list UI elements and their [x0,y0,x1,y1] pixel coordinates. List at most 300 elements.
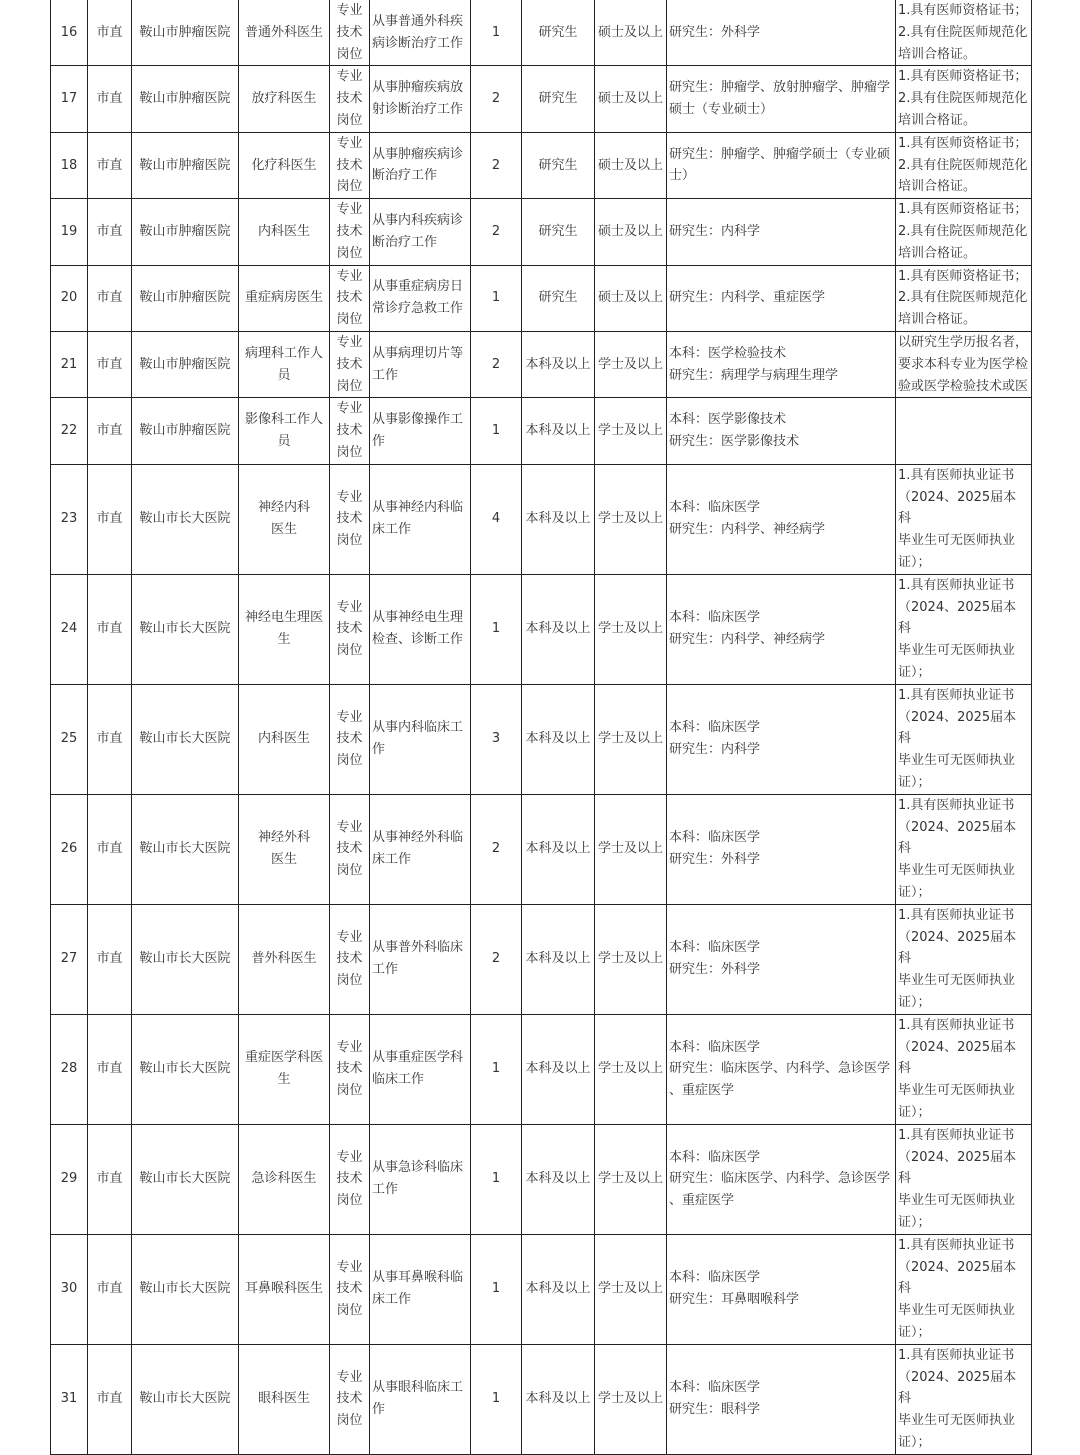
hire-count-cell [471,265,522,331]
post-name: 眼科医生 [257,1391,310,1407]
degree: 学士及以上 [597,423,663,439]
major-requirement-cell [667,398,896,464]
degree-cell [595,0,667,66]
admin-level: 市直 [96,423,123,439]
row-number: 30 [60,1281,78,1297]
employer-unit-cell [132,794,239,904]
education-cell [522,1234,595,1344]
employer-unit: 鞍山市肿瘤医院 [139,91,231,107]
major-requirement: 研究生：外科学 [669,24,761,40]
post-category-cell [330,331,370,397]
degree-cell [595,398,667,464]
hire-count-cell [471,904,522,1014]
row-number-cell [51,1014,88,1124]
row-number-cell [51,0,88,66]
other-requirements-cell [896,904,1032,1014]
post-name-cell [239,132,330,198]
row-number: 26 [60,841,78,857]
major-requirement-cell [667,794,896,904]
employer-unit-cell [132,331,239,397]
job-duty-cell [370,1234,471,1344]
table-row [51,66,1032,132]
major-requirement-cell [667,574,896,684]
post-name-cell [239,684,330,794]
job-duty: 从事影像操作工 作 [372,412,464,450]
row-number: 22 [60,423,78,439]
employer-unit-cell [132,574,239,684]
job-duty: 从事神经内科临 床工作 [372,500,464,538]
major-requirement: 研究生：肿瘤学、放射肿瘤学、肿瘤学 硕士（专业硕士） [669,80,891,118]
other-requirements-cell [896,1124,1032,1234]
other-requirements: 1.具有医师执业证书 （2024、2025届本科 毕业生可无医师执业 证）； [898,577,1017,680]
admin-level: 市直 [96,841,123,857]
post-name: 重症病房医生 [244,290,323,306]
post-category: 专业 技术 岗位 [336,1369,363,1429]
other-requirements-cell [896,464,1032,574]
other-requirements: 1.具有医师执业证书 （2024、2025届本科 毕业生可无医师执业 证）； [898,1237,1017,1340]
post-category: 专业 技术 岗位 [336,1149,363,1209]
table-row [51,0,1032,66]
education: 本科及以上 [525,356,591,372]
hire-count-cell [471,331,522,397]
row-number: 21 [60,356,78,372]
degree-cell [595,66,667,132]
row-number: 29 [60,1171,78,1187]
education: 研究生 [538,91,578,107]
post-category-cell [330,684,370,794]
employer-unit: 鞍山市长大医院 [139,841,231,857]
degree: 硕士及以上 [597,24,663,40]
post-name: 重症医学科医 生 [244,1050,323,1088]
degree-cell [595,132,667,198]
degree: 学士及以上 [597,1391,663,1407]
post-category: 专业 技术 岗位 [336,599,363,659]
table-row [51,464,1032,574]
hire-count-cell [471,464,522,574]
hire-count-cell [471,794,522,904]
other-requirements-cell [896,398,1032,464]
admin-level: 市直 [96,24,123,40]
degree-cell [595,464,667,574]
post-name: 急诊科医生 [251,1171,317,1187]
hire-count-cell [471,199,522,265]
post-name-cell [239,794,330,904]
education: 研究生 [538,290,578,306]
post-category-cell [330,1124,370,1234]
post-name: 化疗科医生 [251,157,317,173]
row-number-cell [51,1344,88,1454]
major-requirement: 研究生：内科学 [669,223,761,239]
other-requirements-cell [896,132,1032,198]
hire-count: 1 [491,24,501,40]
hire-count: 1 [491,1281,501,1297]
post-name: 内科医生 [257,223,310,239]
row-number-cell [51,398,88,464]
other-requirements-cell [896,684,1032,794]
employer-unit-cell [132,398,239,464]
other-requirements: 1.具有医师资格证书； 2.具有住院医师规范化 培训合格证。 [898,202,1028,261]
education: 本科及以上 [525,1281,591,1297]
hire-count-cell [471,1014,522,1124]
admin-level-cell [88,398,132,464]
degree: 学士及以上 [597,731,663,747]
employer-unit-cell [132,199,239,265]
row-number-cell [51,794,88,904]
education: 本科及以上 [525,621,591,637]
other-requirements: 1.具有医师执业证书 （2024、2025届本科 毕业生可无医师执业 证）； [898,907,1017,1010]
admin-level: 市直 [96,731,123,747]
employer-unit: 鞍山市肿瘤医院 [139,356,231,372]
table-row [51,1014,1032,1124]
job-duty-cell [370,1124,471,1234]
education-cell [522,132,595,198]
major-requirement: 本科：临床医学 研究生：外科学 [669,830,761,868]
row-number-cell [51,199,88,265]
job-duty: 从事肿瘤疾病放 射诊断治疗工作 [372,80,464,118]
education: 研究生 [538,223,578,239]
post-name-cell [239,265,330,331]
education-cell [522,904,595,1014]
job-duty-cell [370,199,471,265]
row-number-cell [51,132,88,198]
major-requirement: 本科：临床医学 研究生：眼科学 [669,1380,761,1418]
employer-unit: 鞍山市长大医院 [139,731,231,747]
degree: 硕士及以上 [597,290,663,306]
major-requirement-cell [667,1124,896,1234]
post-name-cell [239,904,330,1014]
admin-level-cell [88,794,132,904]
row-number: 23 [60,511,78,527]
degree-cell [595,331,667,397]
post-category-cell [330,1234,370,1344]
employer-unit: 鞍山市长大医院 [139,1281,231,1297]
post-name: 神经外科 医生 [257,830,310,868]
degree: 硕士及以上 [597,223,663,239]
post-category: 专业 技术 岗位 [336,3,363,62]
education: 本科及以上 [525,841,591,857]
other-requirements: 1.具有医师执业证书 （2024、2025届本科 毕业生可无医师执业 证）； [898,1347,1017,1450]
hire-count: 2 [491,157,501,173]
admin-level: 市直 [96,356,123,372]
other-requirements-cell [896,0,1032,66]
admin-level: 市直 [96,1281,123,1297]
hire-count: 1 [491,1061,501,1077]
job-duty-cell [370,0,471,66]
employer-unit: 鞍山市长大医院 [139,511,231,527]
major-requirement-cell [667,331,896,397]
degree: 硕士及以上 [597,91,663,107]
other-requirements: 1.具有医师执业证书 （2024、2025届本科 毕业生可无医师执业 证）； [898,797,1017,900]
admin-level-cell [88,199,132,265]
row-number-cell [51,1124,88,1234]
education: 本科及以上 [525,511,591,527]
major-requirement-cell [667,199,896,265]
post-name-cell [239,0,330,66]
post-category: 专业 技术 岗位 [336,1039,363,1099]
major-requirement: 研究生：内科学、重症医学 [669,290,826,306]
post-name-cell [239,66,330,132]
job-duty: 从事神经外科临 床工作 [372,830,464,868]
post-category: 专业 技术 岗位 [336,819,363,879]
degree: 学士及以上 [597,841,663,857]
degree-cell [595,265,667,331]
admin-level-cell [88,464,132,574]
post-name: 放疗科医生 [251,91,317,107]
employer-unit: 鞍山市肿瘤医院 [139,157,231,173]
job-duty: 从事病理切片等 工作 [372,345,464,383]
degree: 学士及以上 [597,511,663,527]
education-cell [522,794,595,904]
table-row [51,904,1032,1014]
other-requirements-cell [896,1234,1032,1344]
degree-cell [595,199,667,265]
post-name: 神经内科 医生 [257,500,310,538]
degree-cell [595,1014,667,1124]
employer-unit-cell [132,904,239,1014]
major-requirement-cell [667,1344,896,1454]
degree-cell [595,574,667,684]
degree: 学士及以上 [597,951,663,967]
other-requirements: 1.具有医师资格证书； 2.具有住院医师规范化 培训合格证。 [898,268,1028,328]
education-cell [522,331,595,397]
post-category: 专业 技术 岗位 [336,709,363,769]
job-duty-cell [370,331,471,397]
post-category-cell [330,0,370,66]
education: 本科及以上 [525,731,591,747]
employer-unit-cell [132,1124,239,1234]
post-name-cell [239,1124,330,1234]
major-requirement-cell [667,1234,896,1344]
degree-cell [595,684,667,794]
other-requirements-cell [896,1344,1032,1454]
post-name-cell [239,1344,330,1454]
employer-unit-cell [132,0,239,66]
employer-unit-cell [132,265,239,331]
post-name-cell [239,574,330,684]
job-duty: 从事耳鼻喉科临 床工作 [372,1270,464,1308]
other-requirements: 1.具有医师执业证书 （2024、2025届本科 毕业生可无医师执业 证）； [898,1127,1017,1230]
table-row [51,574,1032,684]
job-duty-cell [370,132,471,198]
admin-level: 市直 [96,951,123,967]
job-duty-cell [370,904,471,1014]
job-duty: 从事急诊科临床 工作 [372,1160,464,1198]
table-row [51,199,1032,265]
row-number: 16 [60,24,78,40]
row-number: 28 [60,1061,78,1077]
other-requirements: 1.具有医师资格证书； 2.具有住院医师规范化 培训合格证。 [898,3,1028,62]
job-duty: 从事肿瘤疾病诊 断治疗工作 [372,146,464,184]
post-name: 内科医生 [257,731,310,747]
admin-level: 市直 [96,91,123,107]
post-category: 专业 技术 岗位 [336,401,363,460]
degree-cell [595,1124,667,1234]
other-requirements: 1.具有医师资格证书； 2.具有住院医师规范化 培训合格证。 [898,69,1028,128]
job-duty: 从事普通外科疾 病诊断治疗工作 [372,13,464,51]
education-cell [522,684,595,794]
degree-cell [595,1234,667,1344]
education: 本科及以上 [525,951,591,967]
hire-count-cell [471,1124,522,1234]
degree: 学士及以上 [597,1171,663,1187]
post-name: 普外科医生 [251,951,317,967]
row-number: 27 [60,951,78,967]
table-row [51,684,1032,794]
admin-level: 市直 [96,511,123,527]
other-requirements: 1.具有医师执业证书 （2024、2025届本科 毕业生可无医师执业 证）； [898,467,1017,570]
hire-count: 2 [491,841,501,857]
hire-count-cell [471,398,522,464]
row-number: 18 [60,157,78,173]
admin-level-cell [88,1124,132,1234]
job-duty-cell [370,574,471,684]
degree-cell [595,904,667,1014]
post-name-cell [239,1234,330,1344]
education: 研究生 [538,24,578,40]
post-name-cell [239,331,330,397]
row-number-cell [51,464,88,574]
hire-count: 2 [491,356,501,372]
employer-unit-cell [132,1014,239,1124]
post-category: 专业 技术 岗位 [336,268,363,328]
other-requirements: 1.具有医师执业证书 （2024、2025届本科 毕业生可无医师执业 证）； [898,1017,1017,1120]
admin-level: 市直 [96,290,123,306]
hire-count-cell [471,1344,522,1454]
job-duty: 从事内科临床工 作 [372,720,464,758]
post-name-cell [239,464,330,574]
education-cell [522,398,595,464]
employer-unit-cell [132,1344,239,1454]
post-name: 耳鼻喉科医生 [244,1281,323,1297]
post-category-cell [330,132,370,198]
hire-count: 1 [491,423,501,439]
admin-level: 市直 [96,1171,123,1187]
education-cell [522,1344,595,1454]
degree: 学士及以上 [597,621,663,637]
major-requirement: 本科：临床医学 研究生：内科学、神经病学 [669,500,826,538]
education: 本科及以上 [525,1391,591,1407]
hire-count: 1 [491,621,501,637]
row-number-cell [51,331,88,397]
row-number: 25 [60,731,78,747]
degree: 学士及以上 [597,356,663,372]
post-name-cell [239,1014,330,1124]
major-requirement-cell [667,1014,896,1124]
job-duty: 从事眼科临床工 作 [372,1380,464,1418]
admin-level: 市直 [96,1061,123,1077]
admin-level-cell [88,904,132,1014]
hire-count-cell [471,0,522,66]
job-duty-cell [370,398,471,464]
other-requirements: 1.具有医师执业证书 （2024、2025届本科 毕业生可无医师执业 证）； [898,687,1017,790]
job-duty: 从事重症医学科 临床工作 [372,1050,464,1088]
major-requirement: 研究生：肿瘤学、肿瘤学硕士（专业硕 士） [669,146,891,184]
post-category-cell [330,464,370,574]
admin-level-cell [88,1014,132,1124]
admin-level-cell [88,574,132,684]
degree-cell [595,794,667,904]
post-category-cell [330,794,370,904]
recruitment-table [50,0,1032,1455]
row-number: 31 [60,1391,78,1407]
degree: 硕士及以上 [597,157,663,173]
admin-level: 市直 [96,621,123,637]
row-number: 17 [60,91,78,107]
admin-level: 市直 [96,1391,123,1407]
admin-level-cell [88,265,132,331]
other-requirements: 1.具有医师资格证书； 2.具有住院医师规范化 培训合格证。 [898,135,1028,195]
post-name-cell [239,199,330,265]
job-duty-cell [370,1344,471,1454]
hire-count-cell [471,132,522,198]
education-cell [522,265,595,331]
row-number-cell [51,904,88,1014]
admin-level-cell [88,66,132,132]
employer-unit-cell [132,66,239,132]
education-cell [522,1014,595,1124]
degree: 学士及以上 [597,1281,663,1297]
hire-count-cell [471,574,522,684]
admin-level-cell [88,132,132,198]
education-cell [522,1124,595,1234]
other-requirements-cell [896,794,1032,904]
post-category-cell [330,904,370,1014]
employer-unit: 鞍山市长大医院 [139,621,231,637]
post-category-cell [330,1014,370,1124]
major-requirement: 本科：临床医学 研究生：耳鼻咽喉科学 [669,1270,800,1308]
major-requirement: 本科：临床医学 研究生：外科学 [669,940,761,978]
other-requirements: 以研究生学历报名者， 要求本科专业为医学检 验或医学检验技术或医 [898,334,1029,394]
table-row [51,331,1032,397]
employer-unit: 鞍山市长大医院 [139,1391,231,1407]
major-requirement: 本科：临床医学 研究生：内科学、神经病学 [669,610,826,648]
hire-count: 4 [491,511,501,527]
employer-unit: 鞍山市肿瘤医院 [139,290,231,306]
hire-count: 1 [491,1171,501,1187]
major-requirement: 本科：临床医学 研究生：临床医学、内科学、急诊医学 、重症医学 [669,1149,891,1209]
table-body [51,0,1032,1454]
post-category: 专业 技术 岗位 [336,1259,363,1319]
table-row [51,132,1032,198]
admin-level-cell [88,1344,132,1454]
degree: 学士及以上 [597,1061,663,1077]
employer-unit: 鞍山市长大医院 [139,951,231,967]
post-category: 专业 技术 岗位 [336,135,363,195]
education-cell [522,0,595,66]
employer-unit: 鞍山市长大医院 [139,1061,231,1077]
education-cell [522,199,595,265]
table-row [51,1124,1032,1234]
job-duty: 从事普外科临床 工作 [372,940,464,978]
major-requirement-cell [667,66,896,132]
post-name-cell [239,398,330,464]
row-number-cell [51,574,88,684]
post-category: 专业 技术 岗位 [336,929,363,989]
education: 研究生 [538,157,578,173]
education-cell [522,66,595,132]
table-row [51,1344,1032,1454]
other-requirements-cell [896,66,1032,132]
hire-count: 3 [491,731,501,747]
post-category: 专业 技术 岗位 [336,202,363,261]
post-category: 专业 技术 岗位 [336,489,363,549]
admin-level-cell [88,0,132,66]
hire-count-cell [471,66,522,132]
job-duty: 从事重症病房日 常诊疗急救工作 [372,279,464,317]
post-category-cell [330,199,370,265]
table-row [51,398,1032,464]
major-requirement-cell [667,464,896,574]
